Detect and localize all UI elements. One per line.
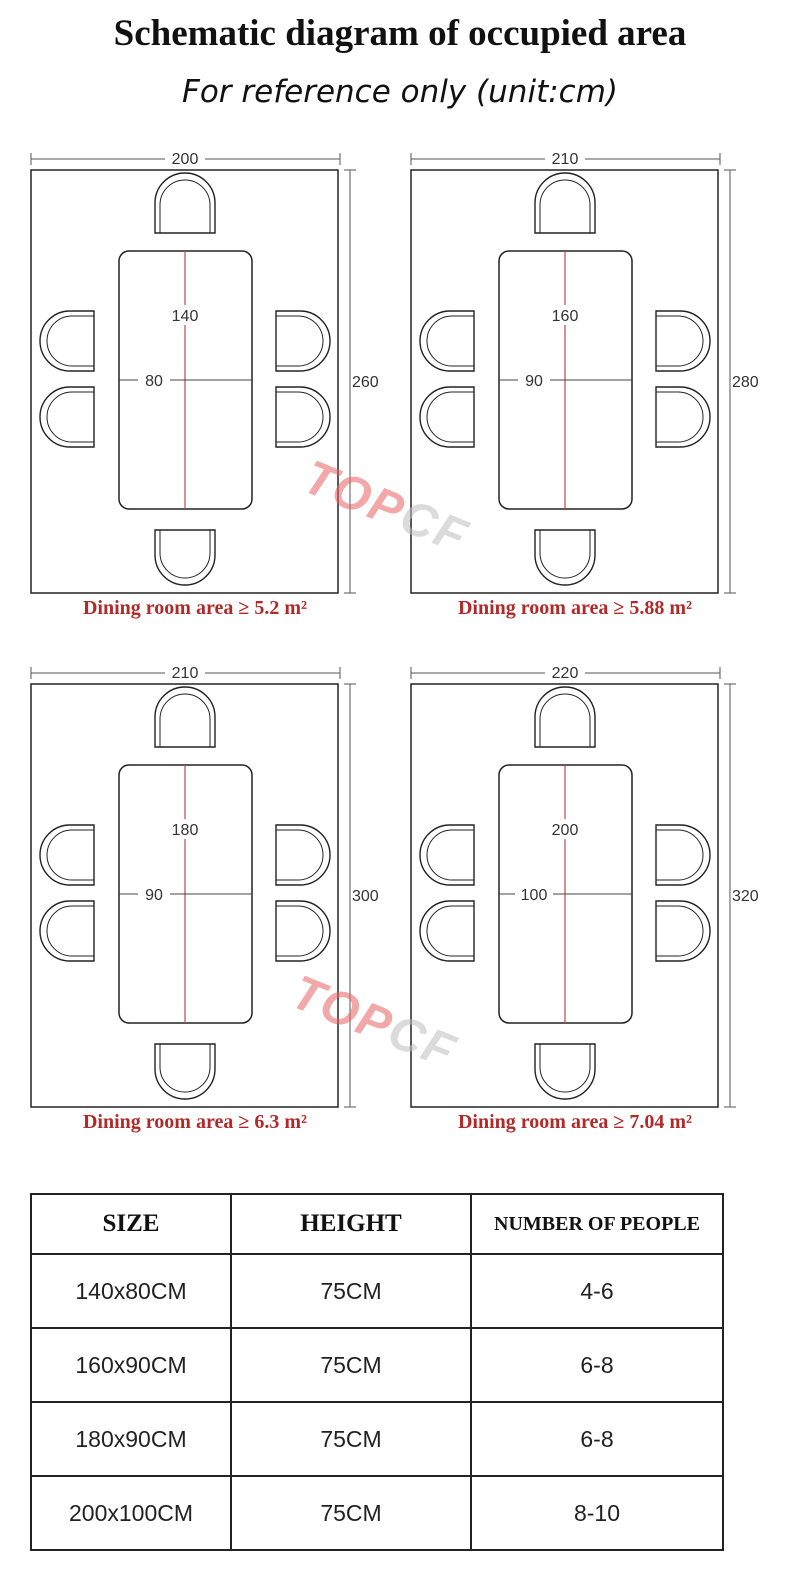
chair-right-1 [656,825,710,885]
header-size: SIZE [31,1194,231,1254]
chair-bottom [155,530,215,585]
table-row [31,1476,723,1550]
cell-people: 4-6 [471,1254,723,1328]
chair-left-2 [40,901,94,961]
table-width-label: 80 [145,373,163,390]
diagram-panel-2 [410,145,780,619]
diagram-panel-4 [410,659,780,1133]
chair-left-1 [420,825,474,885]
room-length-label: 280 [732,374,759,391]
cell-people: 6-8 [471,1328,723,1402]
watermark-logo: TOPCF [284,965,464,1080]
table-row [31,1328,723,1402]
chair-top [535,173,595,233]
chair-right-2 [276,901,330,961]
chair-right-1 [276,311,330,371]
cell-size: 140x80CM [31,1254,231,1328]
chair-left-1 [420,311,474,371]
spec-table [30,1193,724,1551]
table-length-label: 160 [551,308,579,325]
cell-height: 75CM [231,1254,471,1328]
table-row [31,1254,723,1328]
header-height: HEIGHT [231,1194,471,1254]
cell-height: 75CM [231,1402,471,1476]
chair-top [155,687,215,747]
table-width-label: 90 [525,373,543,390]
floor-plan [410,145,780,615]
area-label: Dining room area ≥ 7.04 m² [457,1111,692,1133]
table-length-label: 180 [171,822,199,839]
page-title: Schematic diagram of occupied area [113,13,687,54]
chair-left-1 [40,825,94,885]
chair-left-1 [40,311,94,371]
chair-left-2 [420,901,474,961]
room-width-label: 200 [171,151,199,168]
chair-left-2 [40,387,94,447]
area-label: Dining room area ≥ 5.2 m² [82,597,307,619]
chair-top [535,687,595,747]
cell-size: 200x100CM [31,1476,231,1550]
table-header-row [31,1194,723,1254]
area-label: Dining room area ≥ 5.88 m² [457,597,692,619]
table-width-label: 100 [520,887,548,904]
chair-left-2 [420,387,474,447]
floor-plan [30,145,400,615]
cell-size: 160x90CM [31,1328,231,1402]
cell-size: 180x90CM [31,1402,231,1476]
chair-right-2 [656,387,710,447]
page-subtitle: For reference only (unit:cm) [182,74,618,110]
room-width-label: 220 [551,665,579,682]
diagram-panel-1 [30,145,400,619]
chair-bottom [535,530,595,585]
area-label: Dining room area ≥ 6.3 m² [82,1111,307,1133]
cell-people: 6-8 [471,1402,723,1476]
table-length-label: 200 [551,822,579,839]
room-width-label: 210 [551,151,579,168]
chair-bottom [535,1044,595,1099]
chair-top [155,173,215,233]
room-length-label: 300 [352,888,379,905]
watermark-logo: TOPCF [296,450,476,565]
room-length-label: 260 [352,374,379,391]
chair-right-1 [276,825,330,885]
table-width-label: 90 [145,887,163,904]
cell-people: 8-10 [471,1476,723,1550]
chair-right-2 [276,387,330,447]
floor-plan [410,659,780,1129]
table-length-label: 140 [171,308,199,325]
cell-height: 75CM [231,1328,471,1402]
diagram-panel-3 [30,659,400,1133]
chair-right-2 [656,901,710,961]
cell-height: 75CM [231,1476,471,1550]
chair-bottom [155,1044,215,1099]
chair-right-1 [656,311,710,371]
table-row [31,1402,723,1476]
room-width-label: 210 [171,665,199,682]
header-people: NUMBER OF PEOPLE [471,1194,723,1254]
room-length-label: 320 [732,888,759,905]
floor-plan [30,659,400,1129]
